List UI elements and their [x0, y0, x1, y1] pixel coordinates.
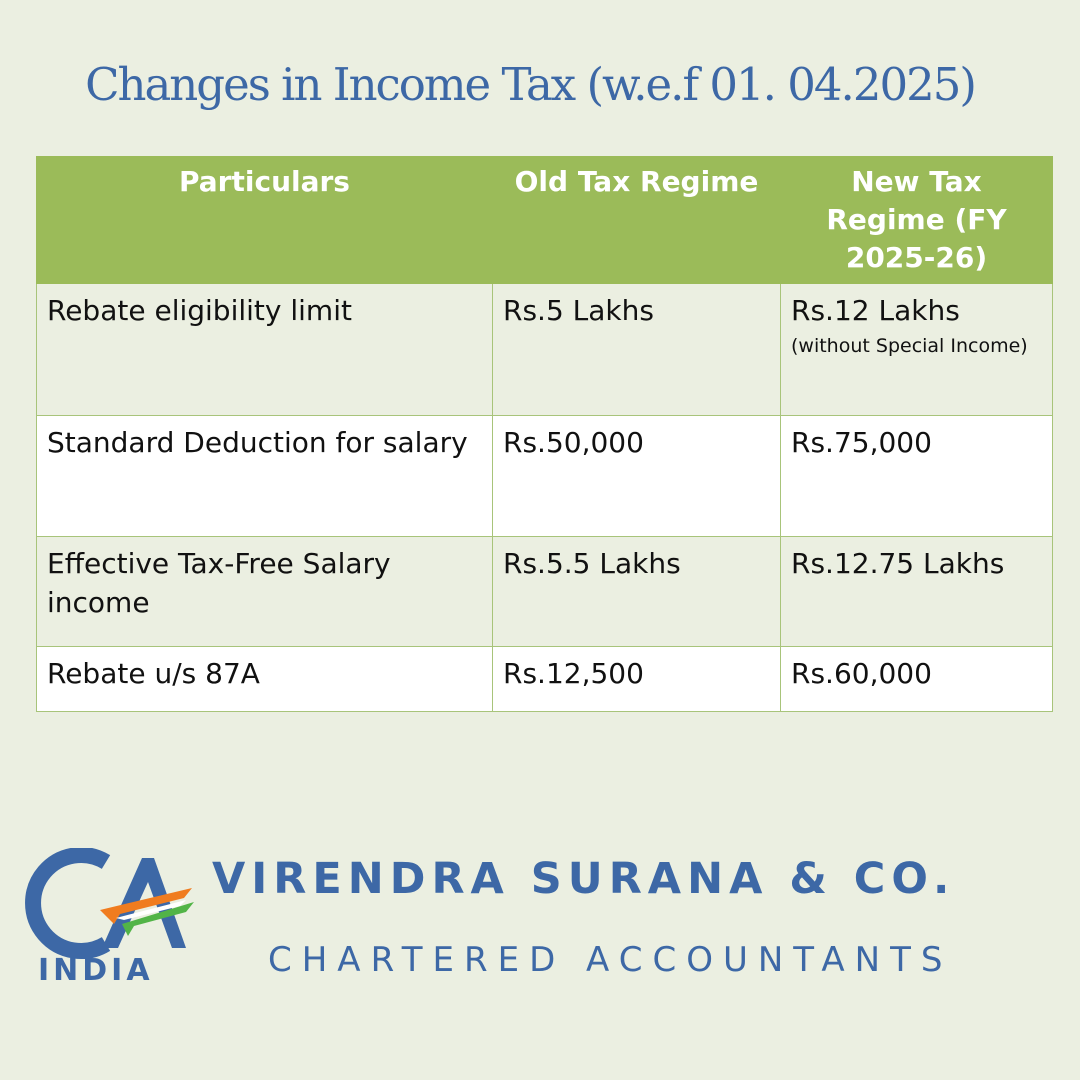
cell-new-value: [781, 284, 1053, 416]
cell-particular: Rebate eligibility limit: [37, 284, 493, 416]
cell-new-value: Rs.12.75 Lakhs: [781, 537, 1053, 647]
cell-new-value: Rs.75,000: [781, 416, 1053, 537]
cell-old-value: Rs.50,000: [493, 416, 781, 537]
ca-india-logo-icon: [24, 848, 204, 988]
cell-new-value: Rs.60,000: [781, 647, 1053, 712]
new-value-note: (without Special Income): [791, 335, 1028, 357]
firm-tagline: CHARTERED ACCOUNTANTS: [268, 940, 953, 980]
page-title: Changes in Income Tax (w.e.f 01. 04.2025): [85, 58, 975, 111]
tax-comparison-table: [36, 156, 1053, 712]
firm-name: VIRENDRA SURANA & CO.: [212, 854, 956, 904]
ca-india-logo-graphic: [24, 848, 204, 988]
logo-c-shape: [33, 855, 106, 951]
table-row: [37, 284, 1053, 416]
header-old-regime: Old Tax Regime: [493, 157, 781, 284]
table-row: [37, 416, 1053, 537]
cell-particular: Rebate u/s 87A: [37, 647, 493, 712]
table-row: [37, 537, 1053, 647]
cell-old-value: Rs.5.5 Lakhs: [493, 537, 781, 647]
cell-old-value: Rs.12,500: [493, 647, 781, 712]
header-particulars: Particulars: [37, 157, 493, 284]
cell-particular: Standard Deduction for salary: [37, 416, 493, 537]
new-value-text: Rs.12 Lakhs: [791, 294, 960, 327]
cell-particular: Effective Tax-Free Salary income: [37, 537, 493, 647]
logo-india-text: INDIA: [38, 953, 154, 988]
cell-old-value: Rs.5 Lakhs: [493, 284, 781, 416]
header-new-regime: New Tax Regime (FY 2025-26): [781, 157, 1053, 284]
table-row: [37, 647, 1053, 712]
table-header-row: [37, 157, 1053, 284]
